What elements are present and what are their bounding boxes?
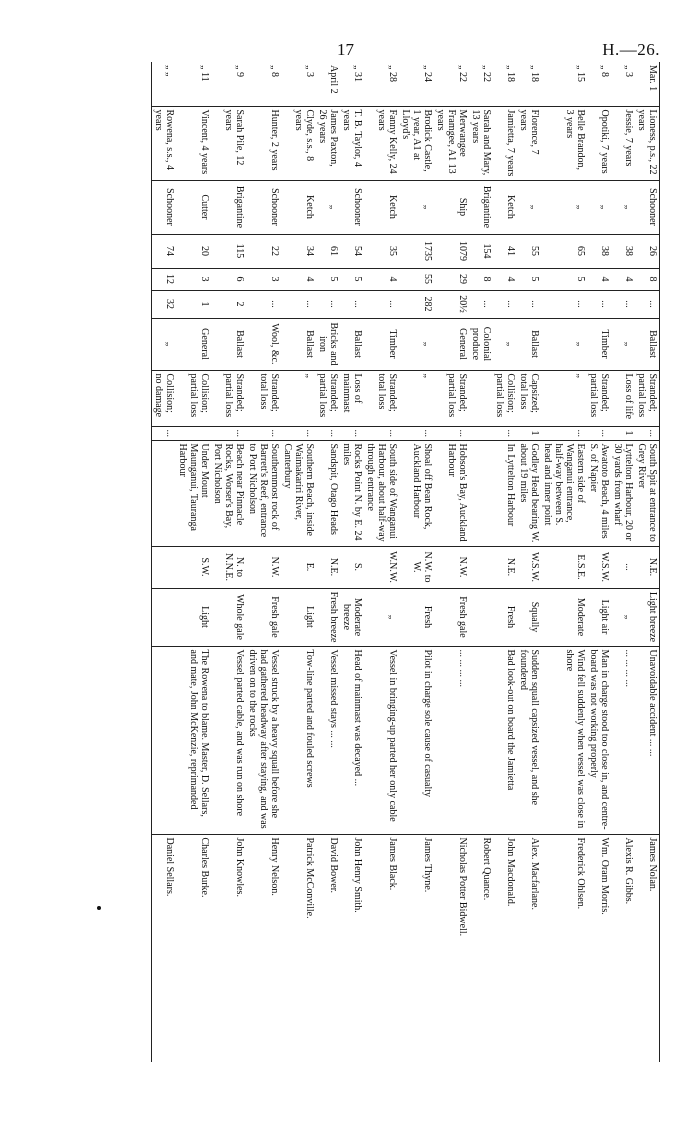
- passengers-cell: ...: [281, 290, 316, 318]
- cargo-cell: Ballast: [340, 318, 364, 370]
- cargo-cell: Timber: [364, 318, 399, 370]
- rig-cell: Brigantine: [211, 180, 246, 234]
- cargo-cell: Colonial produce: [469, 318, 493, 370]
- tonnage-cell: 35: [364, 234, 399, 268]
- nature-of-casualty-cell: Stranded; total loss: [246, 370, 281, 426]
- tonnage-cell: 1079: [434, 234, 469, 268]
- finding-cell: Frederick Ohlsen.: [541, 834, 587, 1062]
- nature-of-casualty-cell: Stranded; partial loss: [434, 370, 469, 426]
- wind-direction-cell: W.S.W.: [517, 546, 541, 588]
- cargo-cell: Ballast: [517, 318, 541, 370]
- date-cell: April 2: [328, 65, 339, 94]
- wind-direction-cell: N.W.: [434, 546, 469, 588]
- tonnage-cell: 115: [211, 234, 246, 268]
- wind-force-cell: [469, 588, 493, 646]
- wind-direction-cell: S.W.: [176, 546, 211, 588]
- rig-cell: Schooner: [246, 180, 281, 234]
- rig-cell: „: [611, 180, 635, 234]
- cause-of-casualty-cell: ... ... ... ...: [434, 646, 469, 834]
- vessel-name-age-cell: Lioness, p.s., 22 years: [635, 106, 660, 180]
- finding-cell: Henry Nelson.: [246, 834, 281, 1062]
- lives-lost-cell: [469, 426, 493, 440]
- table-row: [281, 62, 316, 1062]
- vessel-name-age-cell: T. B. Taylor, 4 years: [340, 106, 364, 180]
- finding-cell: John Knowles.: [211, 834, 246, 1062]
- lives-lost-cell: ...: [281, 426, 316, 440]
- table-row: [587, 62, 611, 1062]
- lives-lost-cell: [176, 426, 211, 440]
- vessel-name-age-cell: Clyde, s.s., 8 years: [281, 106, 316, 180]
- passengers-cell: 20½: [434, 290, 469, 318]
- lives-lost-cell: ...: [493, 426, 517, 440]
- wind-direction-cell: S.: [340, 546, 364, 588]
- nature-of-casualty-cell: Stranded; partial loss: [316, 370, 340, 426]
- finding-cell: James Nolan.: [635, 834, 660, 1062]
- place-of-casualty-cell: Lyttelton Harbour, 20 or 30 yards from wharf: [611, 440, 635, 546]
- nature-of-casualty-cell: Collision; partial loss: [493, 370, 517, 426]
- lives-lost-cell: ...: [434, 426, 469, 440]
- vessel-name-age-cell: Fanny Kelly, 24 years: [364, 106, 399, 180]
- lives-lost-cell: ...: [246, 426, 281, 440]
- finding-cell: Wm. Oram Morris.: [587, 834, 611, 1062]
- cause-of-casualty-cell: ... ... ... ...: [611, 646, 635, 834]
- place-of-casualty-cell: Shoal off Bean Rock, Auckland Harbour: [399, 440, 434, 546]
- rig-cell: „: [399, 180, 434, 234]
- tonnage-cell: 38: [611, 234, 635, 268]
- cause-of-casualty-cell: The Rowena to blame. Master, D. Sellars, and mate, John McKenzie, reprimanded: [176, 646, 211, 834]
- date-cell: „ 11: [199, 65, 210, 82]
- table-row: [340, 62, 364, 1062]
- table-row: [211, 62, 246, 1062]
- table-row: [316, 62, 340, 1062]
- cause-of-casualty-cell: Bad look-out on board the Jamietta: [493, 646, 517, 834]
- wind-force-cell: „: [364, 588, 399, 646]
- date-cell: „ 18: [529, 65, 540, 82]
- date-cell: „ 15: [575, 65, 586, 82]
- cargo-cell: „: [611, 318, 635, 370]
- wind-direction-cell: N.E.: [635, 546, 660, 588]
- lives-lost-cell: ...: [211, 426, 246, 440]
- wind-direction-cell: N.W.: [246, 546, 281, 588]
- finding-cell: Robert Quance.: [469, 834, 493, 1062]
- rig-cell: Schooner: [152, 180, 177, 234]
- finding-cell: Charles Burke.: [176, 834, 211, 1062]
- place-of-casualty-cell: Awatoto Beach, 4 miles S. of Napier: [587, 440, 611, 546]
- rig-cell: Ketch: [493, 180, 517, 234]
- vessel-name-age-cell: Florence, 7 years: [517, 106, 541, 180]
- table-row: [469, 62, 493, 1062]
- vessel-name-age-cell: Jamietta, 7 years: [493, 106, 517, 180]
- finding-cell: Alex. Macfarlane.: [517, 834, 541, 1062]
- rig-cell: „: [517, 180, 541, 234]
- wind-force-cell: Fresh: [399, 588, 434, 646]
- vessel-name-age-cell: Jessie, 7 years: [611, 106, 635, 180]
- wind-force-cell: Moderate breeze: [340, 588, 364, 646]
- wind-direction-cell: N.W. to W.: [399, 546, 434, 588]
- cause-of-casualty-cell: Vessel missed stays ... ...: [316, 646, 340, 834]
- cargo-cell: Ballast: [281, 318, 316, 370]
- passengers-cell: ...: [635, 290, 660, 318]
- wind-direction-cell: ...: [611, 546, 635, 588]
- wind-force-cell: Light: [176, 588, 211, 646]
- table-row: [434, 62, 469, 1062]
- passengers-cell: 32: [152, 290, 177, 318]
- finding-cell: David Bower.: [316, 834, 340, 1062]
- nature-of-casualty-cell: [469, 370, 493, 426]
- finding-cell: Patrick McConville.: [281, 834, 316, 1062]
- nature-of-casualty-cell: Capsized; total loss: [517, 370, 541, 426]
- finding-cell: James Thyne.: [399, 834, 434, 1062]
- crew-cell: 5: [340, 268, 364, 290]
- casualty-table: [151, 62, 660, 1062]
- nature-of-casualty-cell: „: [399, 370, 434, 426]
- finding-cell: Nicholas Potter Bidwell.: [434, 834, 469, 1062]
- date-cell: „ 22: [481, 65, 492, 82]
- date-cell: „ 22: [457, 65, 468, 82]
- crew-cell: 4: [364, 268, 399, 290]
- wind-direction-cell: E.: [281, 546, 316, 588]
- wind-force-cell: [152, 588, 177, 646]
- place-of-casualty-cell: Southern Beach, inside Waimakariri River, Canterbury: [281, 440, 316, 546]
- rig-cell: Schooner: [340, 180, 364, 234]
- tonnage-cell: 41: [493, 234, 517, 268]
- table-row: [152, 62, 177, 1062]
- nature-of-casualty-cell: Stranded; partial loss: [211, 370, 246, 426]
- tonnage-cell: 34: [281, 234, 316, 268]
- stray-dot: [97, 906, 101, 910]
- wind-force-cell: Fresh breeze: [316, 588, 340, 646]
- tonnage-cell: 74: [152, 234, 177, 268]
- crew-cell: 12: [152, 268, 177, 290]
- cause-of-casualty-cell: Vessel struck by a heavy squall before she had gathered headway after staying, and was driven on to the rocks: [246, 646, 281, 834]
- wind-force-cell: Light air: [587, 588, 611, 646]
- lives-lost-cell: ...: [399, 426, 434, 440]
- table-row: [635, 62, 660, 1062]
- crew-cell: 6: [211, 268, 246, 290]
- crew-cell: 4: [611, 268, 635, 290]
- lives-lost-cell: ...: [364, 426, 399, 440]
- date-cell: „ „: [152, 62, 177, 106]
- passengers-cell: ...: [493, 290, 517, 318]
- rig-cell: Brigantine: [469, 180, 493, 234]
- place-of-casualty-cell: Beach near Pinnacle Rocks, Worser's Bay, Port Nicholson: [211, 440, 246, 546]
- cargo-cell: „: [399, 318, 434, 370]
- passengers-cell: ...: [587, 290, 611, 318]
- cargo-cell: „: [493, 318, 517, 370]
- rig-cell: Ketch: [281, 180, 316, 234]
- nature-of-casualty-cell: Collision; no damage: [152, 370, 177, 426]
- nature-of-casualty-cell: Loss of mainmast: [340, 370, 364, 426]
- date-cell: „ 8: [599, 65, 610, 77]
- wind-force-cell: Moderate: [541, 588, 587, 646]
- vessel-name-age-cell: Opotiki, 7 years: [587, 106, 611, 180]
- wind-force-cell: Light: [281, 588, 316, 646]
- date-cell: „ 24: [422, 65, 433, 82]
- crew-cell: 55: [399, 268, 434, 290]
- wind-direction-cell: N. to N.N.E.: [211, 546, 246, 588]
- place-of-casualty-cell: Rocks Point N. by E. 24 miles: [340, 440, 364, 546]
- place-of-casualty-cell: Sandspit, Otago Heads: [316, 440, 340, 546]
- passengers-cell: ...: [340, 290, 364, 318]
- tonnage-cell: 61: [316, 234, 340, 268]
- passengers-cell: ...: [611, 290, 635, 318]
- crew-cell: 5: [541, 268, 587, 290]
- place-of-casualty-cell: Under Mount Maunganui, Tauranga Harbour: [176, 440, 211, 546]
- rig-cell: Ship: [434, 180, 469, 234]
- wind-force-cell: Squally: [517, 588, 541, 646]
- place-of-casualty-cell: [469, 440, 493, 546]
- table-row: [541, 62, 587, 1062]
- date-cell: „ 28: [387, 65, 398, 82]
- cause-of-casualty-cell: Vessel parted cable, and was run on shore: [211, 646, 246, 834]
- cause-of-casualty-cell: [152, 646, 177, 834]
- tonnage-cell: 54: [340, 234, 364, 268]
- finding-cell: John Henry Smith.: [340, 834, 364, 1062]
- table-row: [493, 62, 517, 1062]
- wind-direction-cell: [152, 546, 177, 588]
- date-cell: „ 8: [269, 65, 280, 77]
- crew-cell: 8: [635, 268, 660, 290]
- cause-of-casualty-cell: Man in charge stood too close in, and centre-board was not working properly: [587, 646, 611, 834]
- place-of-casualty-cell: South side of Wanganui Harbour, about half-way through entrance: [364, 440, 399, 546]
- lives-lost-cell: 1: [611, 426, 635, 440]
- cargo-cell: Ballast: [635, 318, 660, 370]
- place-of-casualty-cell: Southernmost rock of Barrett's Reef, entrance to Port Nicholson: [246, 440, 281, 546]
- vessel-name-age-cell: Sarah Pile, 12 years: [211, 106, 246, 180]
- nature-of-casualty-cell: „: [281, 370, 316, 426]
- crew-cell: 29: [434, 268, 469, 290]
- cause-of-casualty-cell: [469, 646, 493, 834]
- wind-direction-cell: [469, 546, 493, 588]
- date-cell: „ 18: [505, 65, 516, 82]
- wind-direction-cell: W.N.W.: [364, 546, 399, 588]
- date-cell: Mar. 1: [635, 62, 660, 106]
- tonnage-cell: 20: [176, 234, 211, 268]
- cargo-cell: „: [152, 318, 177, 370]
- cause-of-casualty-cell: Tow-line parted and fouled screws: [281, 646, 316, 834]
- wind-force-cell: „: [611, 588, 635, 646]
- tonnage-cell: 55: [517, 234, 541, 268]
- tonnage-cell: 1735: [399, 234, 434, 268]
- wind-direction-cell: N.E.: [493, 546, 517, 588]
- place-of-casualty-cell: Eastern side of Wanganui entrance, half-way between S. head and inner point: [541, 440, 587, 546]
- rig-cell: „: [587, 180, 611, 234]
- date-cell: „ 3: [623, 65, 634, 77]
- cargo-cell: Ballast: [211, 318, 246, 370]
- tonnage-cell: 154: [469, 234, 493, 268]
- vessel-name-age-cell: Hunter, 2 years: [246, 106, 281, 180]
- cause-of-casualty-cell: Head of mainmast was decayed ...: [340, 646, 364, 834]
- rig-cell: Cutter: [176, 180, 211, 234]
- tonnage-cell: 38: [587, 234, 611, 268]
- lives-lost-cell: ...: [152, 426, 177, 440]
- lives-lost-cell: ...: [587, 426, 611, 440]
- finding-cell: Alexis R. Gibbs.: [611, 834, 635, 1062]
- vessel-name-age-cell: Sarah and Mary, 13 years: [469, 106, 493, 180]
- date-cell: „ 31: [352, 65, 363, 82]
- table-row: [399, 62, 434, 1062]
- nature-of-casualty-cell: Stranded; partial loss: [635, 370, 660, 426]
- finding-cell: John Macdonald.: [493, 834, 517, 1062]
- rig-cell: Schooner: [635, 180, 660, 234]
- wind-direction-cell: E.S.E.: [541, 546, 587, 588]
- passengers-cell: ...: [469, 290, 493, 318]
- passengers-cell: 2: [211, 290, 246, 318]
- cargo-cell: General: [434, 318, 469, 370]
- crew-cell: 4: [281, 268, 316, 290]
- vessel-name-age-cell: Brodick Castle, 1 year, A1 at Lloyd's: [399, 106, 434, 180]
- nature-of-casualty-cell: Collision; partial loss: [176, 370, 211, 426]
- wind-force-cell: Fresh: [493, 588, 517, 646]
- lives-lost-cell: ...: [340, 426, 364, 440]
- wind-direction-cell: W.S.W.: [587, 546, 611, 588]
- cargo-cell: General: [176, 318, 211, 370]
- cargo-cell: Timber: [587, 318, 611, 370]
- passengers-cell: ...: [517, 290, 541, 318]
- rig-cell: „: [541, 180, 587, 234]
- crew-cell: 3: [176, 268, 211, 290]
- table-row: [176, 62, 211, 1062]
- table-row: [246, 62, 281, 1062]
- cause-of-casualty-cell: Pilot in charge sole cause of casualty: [399, 646, 434, 834]
- vessel-name-age-cell: Rowena, s.s., 4 years: [152, 106, 177, 180]
- date-cell: „ 3: [304, 65, 315, 77]
- rotated-table-region: [60, 62, 660, 1062]
- crew-cell: 4: [493, 268, 517, 290]
- passengers-cell: ...: [364, 290, 399, 318]
- vessel-name-age-cell: James Paxton, 26 years: [316, 106, 340, 180]
- table-row: [517, 62, 541, 1062]
- cargo-cell: „: [541, 318, 587, 370]
- vessel-name-age-cell: Vincent, 4 years: [176, 106, 211, 180]
- place-of-casualty-cell: In Lyttelton Harbour: [493, 440, 517, 546]
- finding-cell: James Black.: [364, 834, 399, 1062]
- wind-force-cell: Fresh gale: [434, 588, 469, 646]
- cause-of-casualty-cell: Wind fell suddenly when vessel was close in shore: [541, 646, 587, 834]
- rig-cell: Ketch: [364, 180, 399, 234]
- date-cell: „ 9: [234, 65, 245, 77]
- lives-lost-cell: ...: [541, 426, 587, 440]
- page-number: 17: [337, 40, 354, 59]
- wind-force-cell: Whole gale: [211, 588, 246, 646]
- rig-cell: „: [316, 180, 340, 234]
- crew-cell: 5: [517, 268, 541, 290]
- passengers-cell: ...: [541, 290, 587, 318]
- nature-of-casualty-cell: Loss of life: [611, 370, 635, 426]
- lives-lost-cell: 1: [517, 426, 541, 440]
- place-of-casualty-cell: South Spit at entrance to Grey River: [635, 440, 660, 546]
- table-row: [611, 62, 635, 1062]
- finding-cell: Daniel Sellars.: [152, 834, 177, 1062]
- vessel-name-age-cell: Belle Brandon, 3 years: [541, 106, 587, 180]
- cause-of-casualty-cell: Vessel in bringing-up parted her only cable: [364, 646, 399, 834]
- cause-of-casualty-cell: Sudden squall capsized vessel, and she foundered: [517, 646, 541, 834]
- vessel-name-age-cell: Merwangee Framgee, A1 13 years: [434, 106, 469, 180]
- nature-of-casualty-cell: Stranded; total loss: [364, 370, 399, 426]
- report-code: H.—26.: [602, 40, 660, 59]
- passengers-cell: ...: [316, 290, 340, 318]
- crew-cell: 3: [246, 268, 281, 290]
- passengers-cell: 282: [399, 290, 434, 318]
- passengers-cell: 1: [176, 290, 211, 318]
- crew-cell: 8: [469, 268, 493, 290]
- tonnage-cell: 65: [541, 234, 587, 268]
- crew-cell: 5: [316, 268, 340, 290]
- passengers-cell: ...: [246, 290, 281, 318]
- place-of-casualty-cell: Hobson's Bay, Auckland Harbour: [434, 440, 469, 546]
- place-of-casualty-cell: Godley Head bearing W. about 19 miles: [517, 440, 541, 546]
- tonnage-cell: 22: [246, 234, 281, 268]
- wind-direction-cell: N.E.: [316, 546, 340, 588]
- wind-force-cell: Light breeze: [635, 588, 660, 646]
- nature-of-casualty-cell: Stranded; partial loss: [587, 370, 611, 426]
- crew-cell: 4: [587, 268, 611, 290]
- table-row: [364, 62, 399, 1062]
- nature-of-casualty-cell: „: [541, 370, 587, 426]
- lives-lost-cell: ...: [316, 426, 340, 440]
- cargo-cell: Bricks and iron: [316, 318, 340, 370]
- cargo-cell: Wool, &c.: [246, 318, 281, 370]
- place-of-casualty-cell: [152, 440, 177, 546]
- cause-of-casualty-cell: Unavoidable accident ... ...: [635, 646, 660, 834]
- lives-lost-cell: ...: [635, 426, 660, 440]
- tonnage-cell: 26: [635, 234, 660, 268]
- wind-force-cell: Fresh gale: [246, 588, 281, 646]
